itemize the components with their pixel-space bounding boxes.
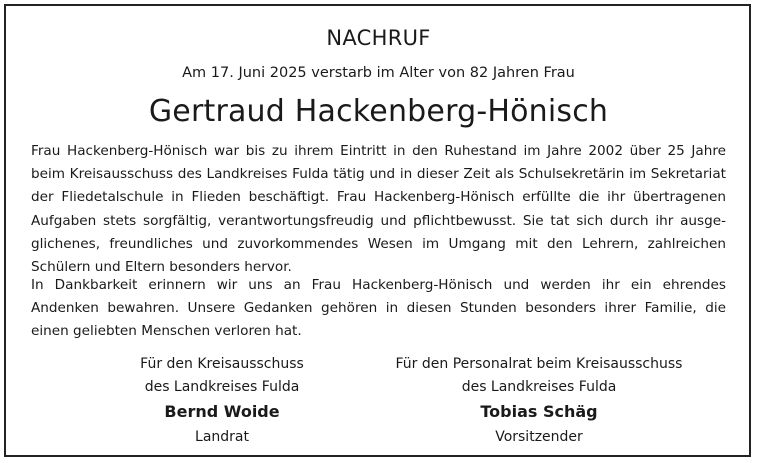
paragraph-line: Frau Hackenberg-Hönisch war bis zu ihrem Eintritt in den Ruhestand im Jahre 2002 über 25 Jahre (31, 143, 726, 159)
paragraph-line: glichenes, freundliches und zuvorkommendes Wesen im Umgang mit den Lehrern, zahlreichen (31, 235, 726, 252)
signature-block-left (82, 353, 362, 449)
paragraph-line: Andenken bewahren. Unsere Gedanken gehören in diesen Stunden besonders ihrer Familie, die (31, 300, 726, 317)
signatory-role: Landrat (195, 429, 249, 445)
signature-org-line: Für den Personalrat beim Kreisausschuss (395, 356, 683, 372)
paragraph-line: Schülern und Eltern besonders hervor. (31, 259, 292, 276)
paragraph-line: Aufgaben stets sorgfältig, verantwortungsfreudig und pflichtbewusst. Sie tat sich durch ihr ausge- (31, 212, 726, 229)
paragraph-line: der Fliedetalschule in Flieden beschäftigt. Frau Hackenberg-Hönisch erfüllte die ihr übertragenen (31, 189, 726, 206)
paragraph-line: In Dankbarkeit erinnern wir uns an Frau Hackenberg-Hönisch und werden ihr ein ehrendes (31, 277, 726, 293)
deceased-name: Gertraud Hackenberg-Hönisch (148, 94, 609, 129)
paragraph-line: beim Kreisausschuss des Landkreises Fulda tätig und in dieser Zeit als Schulsekretärin im Sekretariat (31, 166, 726, 183)
signature-org-line: Für den Kreisausschuss (140, 356, 304, 372)
paragraph-line: einen geliebten Menschen verloren hat. (31, 323, 302, 340)
obituary-heading: NACHRUF (326, 26, 431, 50)
obituary-intro: Am 17. Juni 2025 verstarb im Alter von 82 Jahren Frau (182, 65, 575, 81)
signature-org-line: des Landkreises Fulda (461, 379, 617, 395)
signatory-name: Bernd Woide (164, 402, 280, 421)
signature-org-line: des Landkreises Fulda (144, 379, 300, 395)
signatory-name: Tobias Schäg (480, 402, 598, 421)
signatory-role: Vorsitzender (495, 429, 583, 445)
gratitude-paragraph (31, 274, 726, 344)
signature-block-right (380, 353, 698, 449)
tribute-paragraph (31, 140, 726, 279)
